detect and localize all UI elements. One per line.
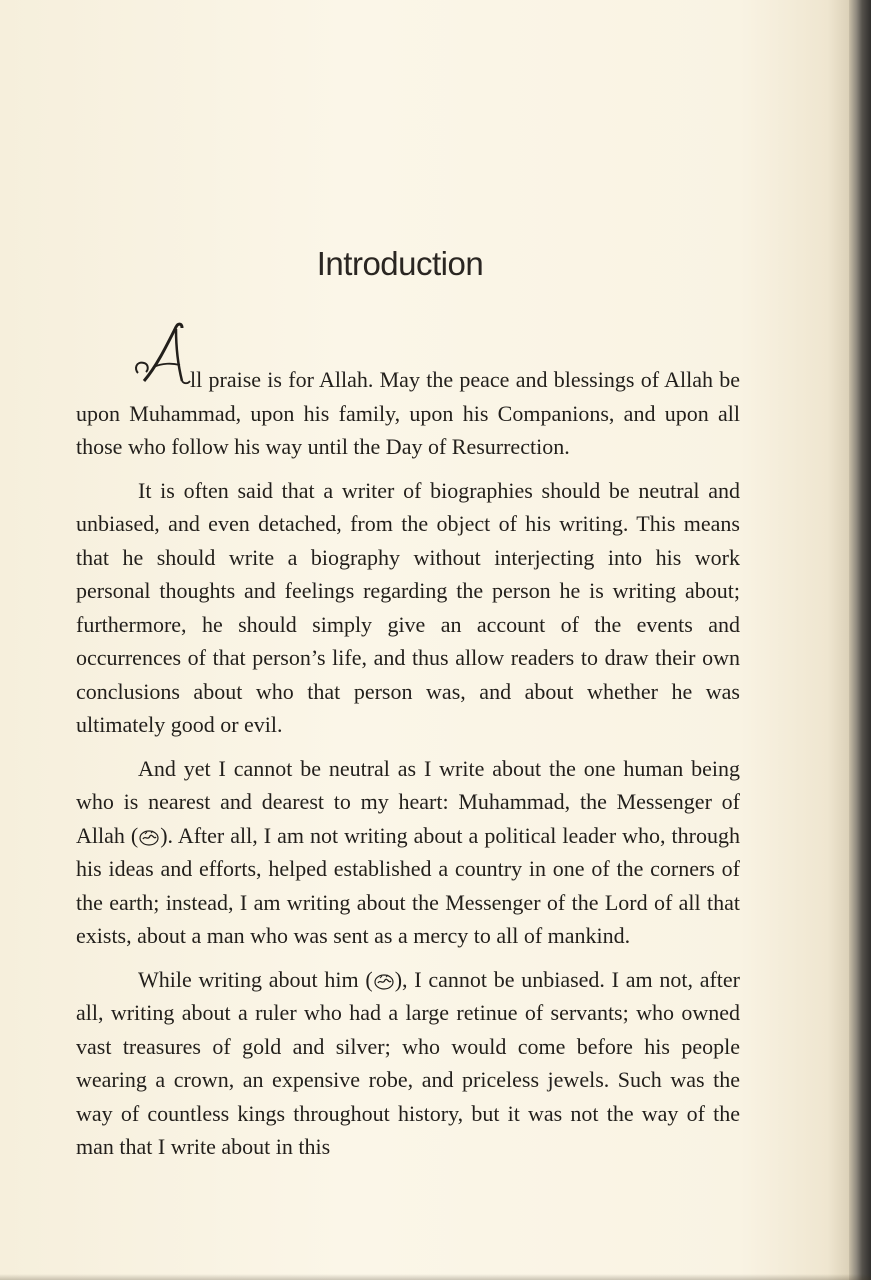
paragraph-4-text-b: ), I cannot be unbiased. I am not, after all, writing about a ruler who had a large retinue of servants; who owned vast treasures of gold and silver; who would come before his people wearing a crown, an expensive robe, and priceless jewels. Such was the way of countless kings throughout history, but it was not the way of the man that I write about in this [76, 966, 741, 1159]
paragraph-4-text-a: While writing about him ( [138, 966, 373, 992]
paragraph-4 [76, 963, 740, 1164]
paragraph-1 [76, 335, 740, 464]
paragraph-3-text-b: ). After all, I am not writing about a political leader who, through his ideas and efforts, helped established a country in one of the corners of the earth; instead, I am writing about the Messenger of the Lord of all that exists, about a man who was sent as a mercy to all of mankind. [76, 822, 740, 948]
salawat-calligraphy-icon [138, 828, 160, 846]
paragraph-3 [76, 752, 740, 953]
chapter-title: Introduction [316, 245, 484, 282]
paragraph-1-text: ll praise is for Allah. May the peace and blessings of Allah be upon Muhammad, upon his family, upon his Companions, and upon all those who follow his way until the Day of Resurrection. [76, 367, 740, 459]
ornamental-capital-a-icon [132, 335, 190, 395]
paragraph-3-text-a: And yet I cannot be neutral as I write about the one human being who is nearest and dearest to my heart: Muhammad, the Messenger of Allah ( [76, 755, 740, 848]
page-bottom-shadow [0, 1274, 871, 1280]
paragraph-2: It is often said that a writer of biographies should be neutral and unbiased, and even detached, from the object of his writing. This means that he should write a biography without interjecting into his work personal thoughts and feelings regarding the person he is writing about; furthermore, he should simply give an account of the events and occurrences of that person’s life, and thus allow readers to draw their own conclusions about who that person was, and about whether he was ultimately good or evil. [76, 477, 740, 737]
salawat-calligraphy-icon [373, 972, 395, 990]
body-text [76, 335, 740, 1174]
page-edge-shadow [849, 0, 871, 1280]
